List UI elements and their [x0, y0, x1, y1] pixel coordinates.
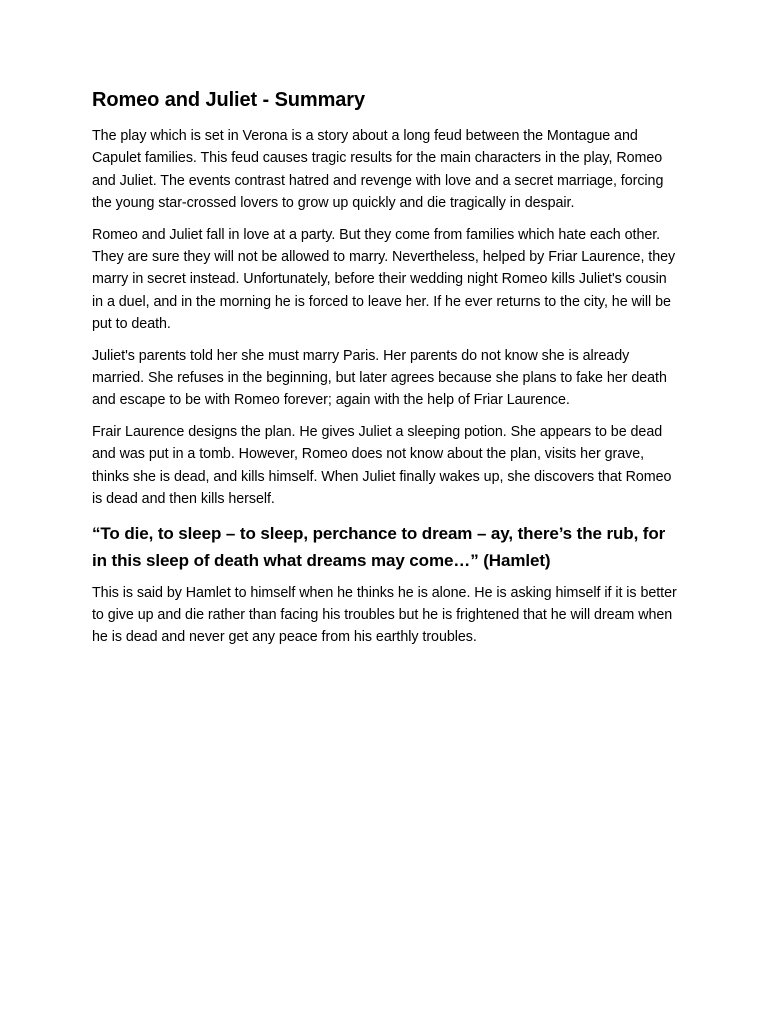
- paragraph-plan: Frair Laurence designs the plan. He gives Juliet a sleeping potion. She appears to be dead and was put in a tomb. However, Romeo does not know about the plan, visits her grave, thinks she is dead, and kills himself. When Juliet finally wakes up, she discovers that Romeo is dead and then kills herself.: [92, 423, 672, 508]
- document-page: [92, 86, 677, 658]
- paragraph-parents: Juliet's parents told her she must marry Paris. Her parents do not know she is already married. She refuses in the beginning, but later agrees because she plans to fake her death and escape to be with Romeo forever; again with the help of Friar Laurence.: [92, 347, 667, 409]
- hamlet-quote: “To die, to sleep – to sleep, perchance to dream – ay, there’s the rub, for in this sleep of death what dreams may come…” (Hamlet): [92, 523, 666, 570]
- document-title: Romeo and Juliet - Summary: [92, 89, 366, 111]
- paragraph-intro: The play which is set in Verona is a story about a long feud between the Montague and Capulet families. This feud causes tragic results for the main characters in the play, Romeo and Juliet. The events contrast hatred and revenge with love and a secret marriage, forcing the young star-crossed lovers to grow up quickly and die tragically in despair.: [92, 128, 664, 212]
- paragraph-love-story: Romeo and Juliet fall in love at a party. But they come from families which hate each other. They are sure they will not be allowed to marry. Nevertheless, helped by Friar Laurence, they marry in secret instead. Unfortunately, before their wedding night Romeo kills Juliet's cousin in a duel, and in the morning he is forced to leave her. If he ever returns to the city, he will be put to death.: [92, 226, 676, 333]
- paragraph-quote-explanation: This is said by Hamlet to himself when he thinks he is alone. He is asking himself if it is better to give up and die rather than facing his troubles but he is frightened that he will dream when he is dead and never get any peace from his earthly troubles.: [92, 584, 677, 646]
